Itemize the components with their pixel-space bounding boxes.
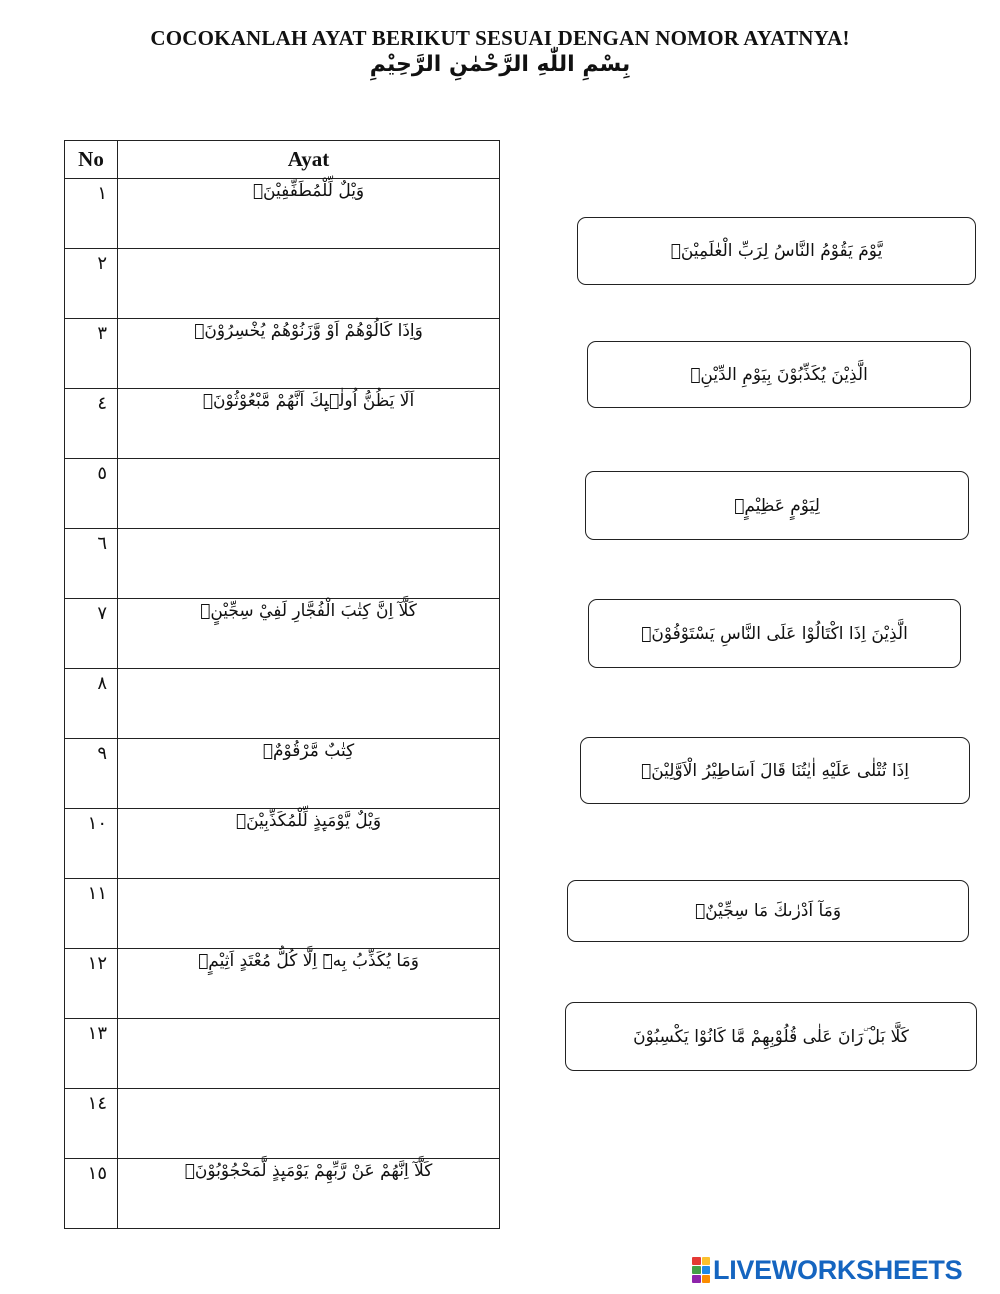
answer-box-5[interactable]: اِذَا تُتْلٰى عَلَيْهِ اٰيٰتُنَا قَالَ اَسَاطِيْرُ الْاَوَّلِيْنَۗ [580,737,970,804]
ayat-text: اَلَا يَظُنُّ اُولٰۤىِٕكَ اَنَّهُمْ مَّبْعُوْثُوْنَۙ [118,389,500,459]
ayat-table [64,140,500,1229]
ayat-drop-slot[interactable] [118,459,500,529]
table-row [65,879,500,949]
logo-mark-square [702,1257,711,1265]
row-number: ٤ [65,389,118,459]
table-row [65,249,500,319]
page-title: COCOKANLAH AYAT BERIKUT SESUAI DENGAN NOMOR AYATNYA! [150,26,850,50]
logo-mark-square [702,1266,711,1274]
column-header-ayat: Ayat [118,141,500,179]
answer-box-4[interactable]: الَّذِيْنَ اِذَا اكْتَالُوْا عَلَى النَّاسِ يَسْتَوْفُوْنَۖ [588,599,961,668]
ayat-drop-slot[interactable] [118,879,500,949]
answer-box-1[interactable]: يَّوْمَ يَقُوْمُ النَّاسُ لِرَبِّ الْعٰلَمِيْنَۗ [577,217,976,285]
row-number: ١ [65,179,118,249]
table-row [65,1159,500,1229]
row-number: ٣ [65,319,118,389]
table-row [65,529,500,599]
table-header-row [65,141,500,179]
table-row [65,459,500,529]
logo-text: LIVEWORKSHEETS [713,1254,963,1285]
table-row [65,949,500,1019]
ayat-text: كَلَّآ اِنَّ كِتٰبَ الْفُجَّارِ لَفِيْ سِجِّيْنٍۗ [118,599,500,669]
ayat-drop-slot[interactable] [118,529,500,599]
ayat-drop-slot[interactable] [118,1019,500,1089]
table-row [65,669,500,739]
row-number: ١١ [65,879,118,949]
logo-mark-square [702,1275,711,1283]
table-body [65,179,500,1229]
logo-mark-icon [692,1257,710,1283]
ayat-drop-slot[interactable] [118,249,500,319]
ayat-text: وَاِذَا كَالُوْهُمْ اَوْ وَّزَنُوْهُمْ يُخْسِرُوْنَۗ [118,319,500,389]
answer-box-3[interactable]: لِيَوْمٍ عَظِيْمٍۙ [585,471,969,540]
liveworksheets-logo [692,1255,962,1285]
row-number: ٢ [65,249,118,319]
ayat-text: كَلَّآ اِنَّهُمْ عَنْ رَّبِّهِمْ يَوْمَىِٕذٍ لَّمَحْجُوْبُوْنَۗ [118,1159,500,1229]
table-row [65,739,500,809]
row-number: ٨ [65,669,118,739]
logo-mark-square [692,1275,701,1283]
row-number: ١٤ [65,1089,118,1159]
ayat-text: وَمَا يُكَذِّبُ بِهٖٓ اِلَّا كُلُّ مُعْتَدٍ اَثِيْمٍۙ [118,949,500,1019]
table-row [65,599,500,669]
row-number: ١٥ [65,1159,118,1229]
table-row [65,389,500,459]
row-number: ١٣ [65,1019,118,1089]
row-number: ٦ [65,529,118,599]
table-row [65,179,500,249]
row-number: ١٢ [65,949,118,1019]
ayat-drop-slot[interactable] [118,669,500,739]
table-row [65,1089,500,1159]
table-row [65,1019,500,1089]
row-number: ٧ [65,599,118,669]
logo-mark-square [692,1257,701,1265]
table-row [65,809,500,879]
ayat-text: كِتٰبٌ مَّرْقُوْمٌۗ [118,739,500,809]
ayat-text: وَيْلٌ لِّلْمُطَفِّفِيْنَۙ [118,179,500,249]
column-header-no: No [65,141,118,179]
ayat-text: وَيْلٌ يَّوْمَىِٕذٍ لِّلْمُكَذِّبِيْنَۙ [118,809,500,879]
answer-box-2[interactable]: الَّذِيْنَ يُكَذِّبُوْنَ بِيَوْمِ الدِّيْنِۗ [587,341,971,408]
row-number: ٩ [65,739,118,809]
basmalah: بِسْمِ اللّٰهِ الرَّحْمٰنِ الرَّحِيْمِ [369,52,631,77]
row-number: ١٠ [65,809,118,879]
ayat-drop-slot[interactable] [118,1089,500,1159]
answer-box-6[interactable]: وَمَآ اَدْرٰىكَ مَا سِجِّيْنٌۗ [567,880,969,942]
table-row [65,319,500,389]
answer-box-7[interactable]: كَلَّا بَلْ ۜرَانَ عَلٰى قُلُوْبِهِمْ مَّا كَانُوْا يَكْسِبُوْنَ [565,1002,977,1071]
logo-mark-square [692,1266,701,1274]
row-number: ٥ [65,459,118,529]
